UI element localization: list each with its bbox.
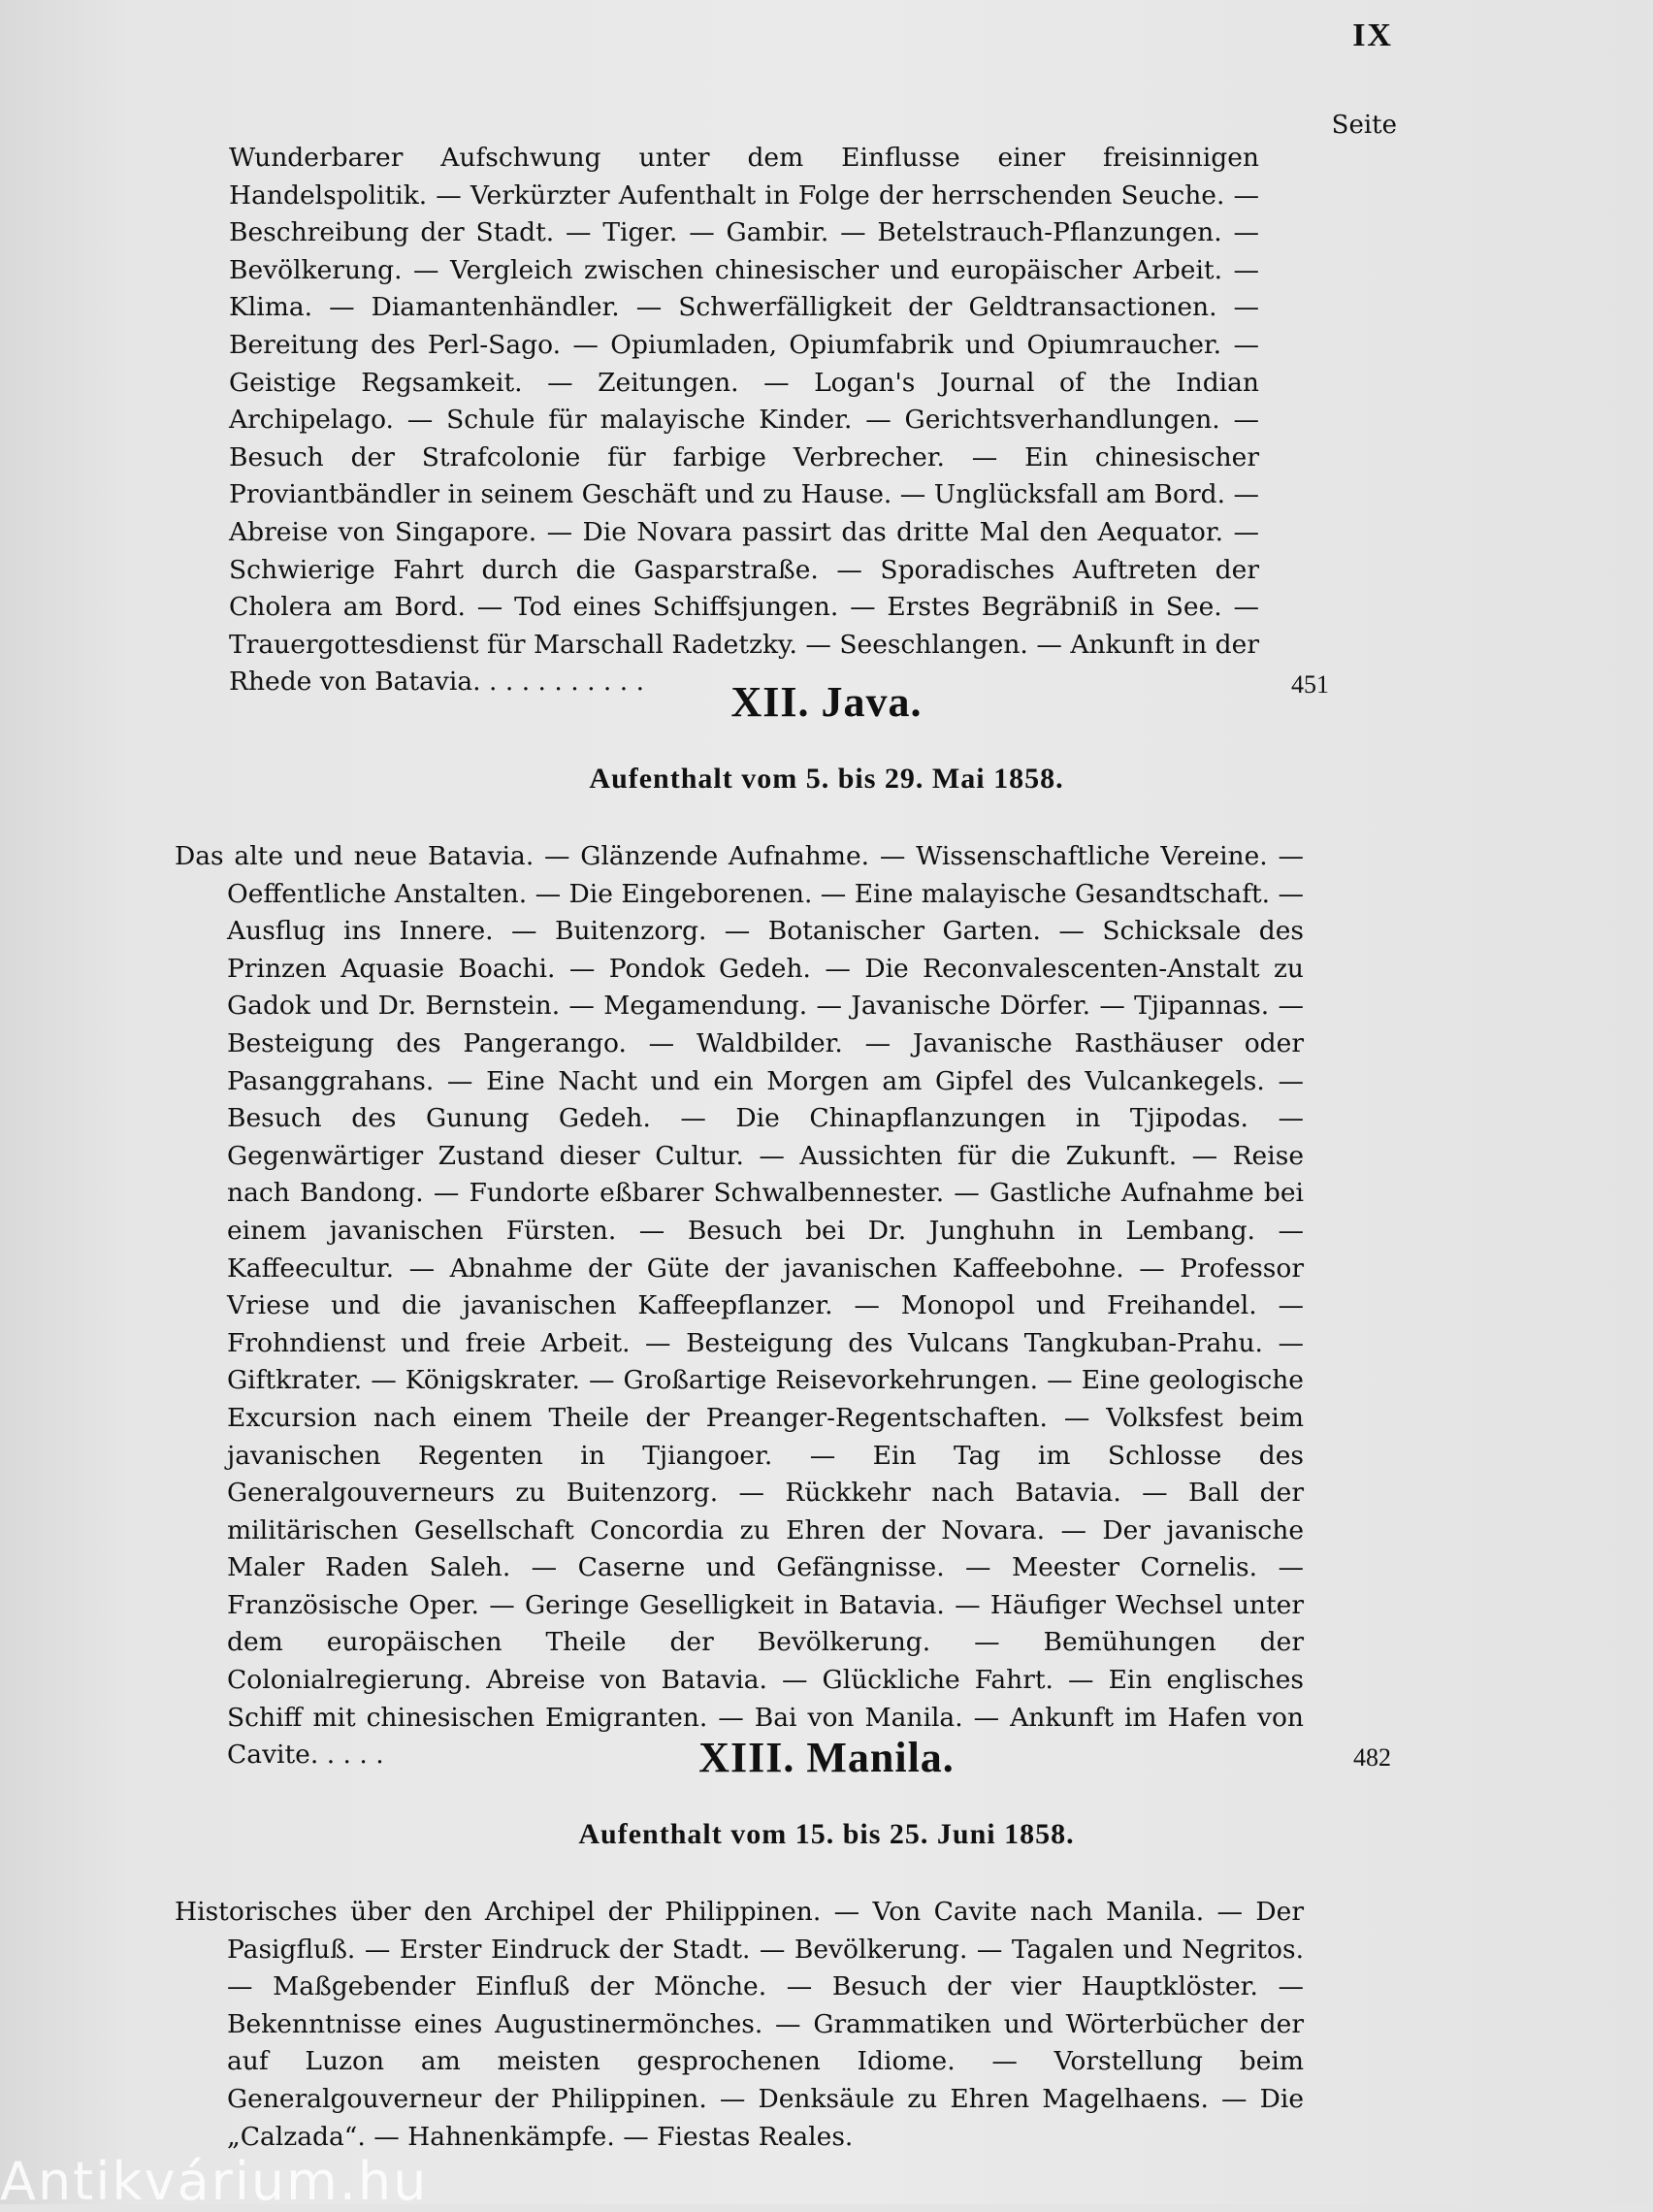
entry-page-number: 451 — [1291, 669, 1329, 699]
watermark: Antikvárium.hu — [0, 2151, 429, 2212]
entry-text: Wunderbarer Aufschwung unter dem Einflusse einer freisinnigen Handelspolitik. — Verkürzter Aufenthalt in Folge der herrschenden Seuche. — Beschreibung der Stadt. — Tiger. — Gambir. — Betelstrauch-Pflanzungen. — Bevölkerung. — Vergleich zwischen chinesischer und europäischer Arbeit. — Klima. — Diamantenhändler. — Schwerfälligkeit der Geldtransactionen. — Bereitung des Perl-Sago. — Opiumladen, Opiumfabrik und Opiumraucher. — Geistige Regsamkeit. — Zeitungen. — Logan's Journal of the Indian Archipelago. — Schule für malayische Kinder. — Gerichtsverhandlungen. — Besuch der Strafcolonie für farbige Verbrecher. — Ein chinesischer Proviantbändler in seinem Geschäft und zu Hause. — Unglücksfall am Bord. — Abreise von Singapore. — Die Novara passirt das dritte Mal den Aequator. — Schwierige Fahrt durch die Gasparstraße. — Sporadisches Auftreten der Cholera am Bord. — Tod eines Schiffsjungen. — Erstes Begräbniß in See. — Trauergottesdienst für Marschall Radetzky. — Seeschlangen. — Ankunft in der Rhede von Batavia. . . . . . . . . . . — [229, 143, 1259, 698]
toc-entry-singapore-continued — [229, 140, 1329, 701]
chapter-title-manila: XIII. Manila. — [698, 1734, 955, 1781]
toc-entry-java — [175, 838, 1391, 1774]
page-number: IX — [1352, 17, 1393, 53]
entry-page-number: 482 — [1353, 1742, 1391, 1772]
chapter-subtitle-java: Aufenthalt vom 5. bis 29. Mai 1858. — [589, 763, 1064, 795]
entry-text: Das alte und neue Batavia. — Glänzende Aufnahme. — Wissenschaftliche Vereine. — Oeffentliche Anstalten. — Die Eingeborenen. — Eine malayische Gesandtschaft. — Ausflug ins Innere. — Buitenzorg. — Botanischer Garten. — Schicksale des Prinzen Aquasie Boachi. — Pondok Gedeh. — Die Reconvalescenten-Anstalt zu Gadok und Dr. Bernstein. — Megamendung. — Javanische Dörfer. — Tjipannas. — Besteigung des Pangerango. — Waldbilder. — Javanische Rasthäuser oder Pasanggrahans. — Eine Nacht und ein Morgen am Gipfel des Vulcankegels. — Besuch des Gunung Gedeh. — Die Chinapflanzungen in Tjipodas. — Gegenwärtiger Zustand dieser Cultur. — Aussichten für die Zukunft. — Reise nach Bandong. — Fundorte eßbarer Schwalbennester. — Gastliche Aufnahme bei einem javanischen Fürsten. — Besuch bei Dr. Junghuhn in Lembang. — Kaffeecultur. — Abnahme der Güte der javanischen Kaffeebohne. — Professor Vriese und die javanischen Kaffeepflanzer. — Monopol und Freihandel. — Frohndienst und freie Arbeit. — Besteigung des Vulcans Tangkuban-Prahu. — Giftkrater. — Königskrater. — Großartige Reisevorkehrungen. — Eine geologische Excursion nach einem Theile der Preanger-Regentschaften. — Volksfest beim javanischen Regenten in Tjiangoer. — Ein Tag im Schlosse des Generalgouverneurs zu Buitenzorg. — Rückkehr nach Batavia. — Ball der militärischen Gesellschaft Concordia zu Ehren der Novara. — Der javanische Maler Raden Saleh. — Caserne und Gefängnisse. — Meester Cornelis. — Französische Oper. — Geringe Geselligkeit in Batavia. — Häufiger Wechsel unter dem europäischen Theile der Bevölkerung. — Bemühungen der Colonialregierung. Abreise von Batavia. — Glückliche Fahrt. — Ein englisches Schiff mit chinesischen Emigranten. — Bai von Manila. — Ankunft im Hafen von Cavite. . . . . — [175, 841, 1305, 1771]
chapter-title-java: XII. Java. — [730, 678, 923, 726]
entry-text: Historisches über den Archipel der Philippinen. — Von Cavite nach Manila. — Der Pasigfluß. — Erster Eindruck der Stadt. — Bevölkerung. — Tagalen und Negritos. — Maßgebender Einfluß der Mönche. — Besuch der vier Hauptklöster. — Bekenntnisse eines Augustinermönches. — Grammatiken und Wörterbücher der auf Luzon am meisten gesprochenen Idiome. — Vorstellung beim Generalgouverneur der Philippinen. — Denksäule zu Ehren Magelhaens. — Die „Calzada“. — Hahnenkämpfe. — Fiestas Reales. — [175, 1897, 1304, 2152]
chapter-subtitle-manila: Aufenthalt vom 15. bis 25. Juni 1858. — [578, 1818, 1075, 1850]
seite-column-label: Seite — [1331, 111, 1397, 140]
toc-entry-manila — [175, 1894, 1391, 2156]
